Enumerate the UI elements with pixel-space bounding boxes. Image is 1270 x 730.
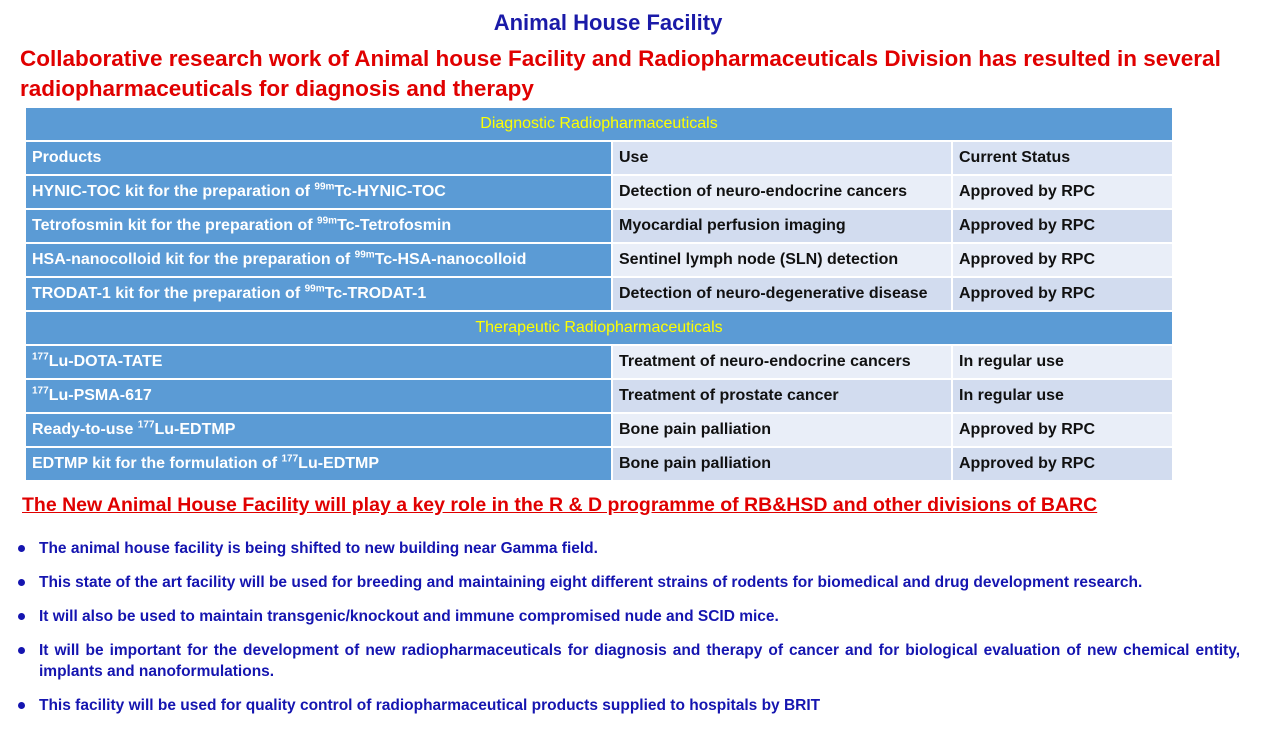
product-name-suffix: Lu-PSMA-617 [48,387,152,404]
isotope-mass-number: 99m [304,283,325,295]
isotope-mass-number: 177 [32,351,49,363]
isotope-mass-number: 99m [317,215,338,227]
product-name-suffix: Tc-TRODAT-1 [324,285,427,302]
bullet-dot-icon [18,647,25,654]
isotope-mass-number: 99m [354,249,375,261]
product-name-prefix: EDTMP kit for the formulation of [32,455,282,472]
product-name-suffix: Tc-HYNIC-TOC [334,183,446,200]
product-cell [25,379,612,413]
product-cell [25,277,612,311]
isotope-mass-number: 177 [32,385,49,397]
section-title: Therapeutic Radiopharmaceuticals [25,311,1173,345]
product-cell [25,345,612,379]
list-item [18,572,1240,593]
list-item [18,538,1240,559]
status-cell: Approved by RPC [952,243,1173,277]
tagline: The New Animal House Facility will play a key role in the R & D programme of RB&HSD and other divisions of BARC [22,494,1098,516]
table-row [25,345,1173,379]
column-header-use: Use [612,141,952,175]
bullet-list [18,538,1240,729]
bullet-text: It will be important for the development of new radiopharmaceuticals for diagnosis and therapy of cancer and for biological evaluation of new chemical entity, implants and nanoformulations. [39,642,1240,680]
product-cell [25,243,612,277]
product-name-prefix: Ready-to-use [32,421,138,438]
use-cell: Bone pain palliation [612,413,952,447]
isotope-mass-number: 177 [281,453,299,465]
list-item [18,640,1240,682]
bullet-dot-icon [18,579,25,586]
bullet-text: This facility will be used for quality control of radiopharmaceutical products supplied to hospitals by BRIT [39,697,821,714]
product-name-prefix: Tetrofosmin kit for the preparation of [32,217,318,234]
bullet-dot-icon [18,545,25,552]
status-cell: Approved by RPC [952,447,1173,481]
list-item [18,606,1240,627]
product-name-suffix: Tc-Tetrofosmin [337,217,452,234]
product-name-prefix: HYNIC-TOC kit for the preparation of [32,183,315,200]
column-header-status: Current Status [952,141,1173,175]
list-item [18,695,1240,716]
use-cell: Bone pain palliation [612,447,952,481]
status-cell: Approved by RPC [952,277,1173,311]
bullet-text: The animal house facility is being shifted to new building near Gamma field. [39,540,598,557]
table-row [25,175,1173,209]
product-name-suffix: Tc-HSA-nanocolloid [374,251,527,268]
product-name-prefix: TRODAT-1 kit for the preparation of [32,285,305,302]
page-title: Animal House Facility [493,10,723,35]
product-name-suffix: Lu-EDTMP [298,455,380,472]
use-cell: Detection of neuro-endocrine cancers [612,175,952,209]
bullet-dot-icon [18,613,25,620]
use-cell: Treatment of prostate cancer [612,379,952,413]
section-header-diagnostic [25,107,1173,141]
bullet-text: This state of the art facility will be used for breeding and maintaining eight different strains of rodents for biomedical and drug development research. [39,574,1143,591]
headline: Collaborative research work of Animal house Facility and Radiopharmaceuticals Division has resulted in several radiopharmaceuticals for diagnosis and therapy [20,46,1221,101]
table-row [25,447,1173,481]
use-cell: Myocardial perfusion imaging [612,209,952,243]
bullet-dot-icon [18,702,25,709]
product-cell [25,447,612,481]
use-cell: Sentinel lymph node (SLN) detection [612,243,952,277]
table-row [25,277,1173,311]
table-row [25,379,1173,413]
isotope-mass-number: 99m [314,181,335,193]
status-cell: Approved by RPC [952,413,1173,447]
status-cell: In regular use [952,345,1173,379]
status-cell: Approved by RPC [952,209,1173,243]
product-cell [25,413,612,447]
section-header-therapeutic [25,311,1173,345]
use-cell: Detection of neuro-degenerative disease [612,277,952,311]
product-cell [25,175,612,209]
bullet-text: It will also be used to maintain transgenic/knockout and immune compromised nude and SCID mice. [39,608,779,625]
product-name-prefix: HSA-nanocolloid kit for the preparation of [32,251,355,268]
radiopharmaceuticals-table [24,106,1174,482]
table-row [25,209,1173,243]
product-cell [25,209,612,243]
section-title: Diagnostic Radiopharmaceuticals [25,107,1173,141]
use-cell: Treatment of neuro-endocrine cancers [612,345,952,379]
isotope-mass-number: 177 [137,419,155,431]
product-name-suffix: Lu-EDTMP [154,421,236,438]
table-row [25,243,1173,277]
table-row [25,413,1173,447]
column-header-products: Products [25,141,612,175]
column-header-row [25,141,1173,175]
product-name-suffix: Lu-DOTA-TATE [48,353,163,370]
status-cell: In regular use [952,379,1173,413]
status-cell: Approved by RPC [952,175,1173,209]
